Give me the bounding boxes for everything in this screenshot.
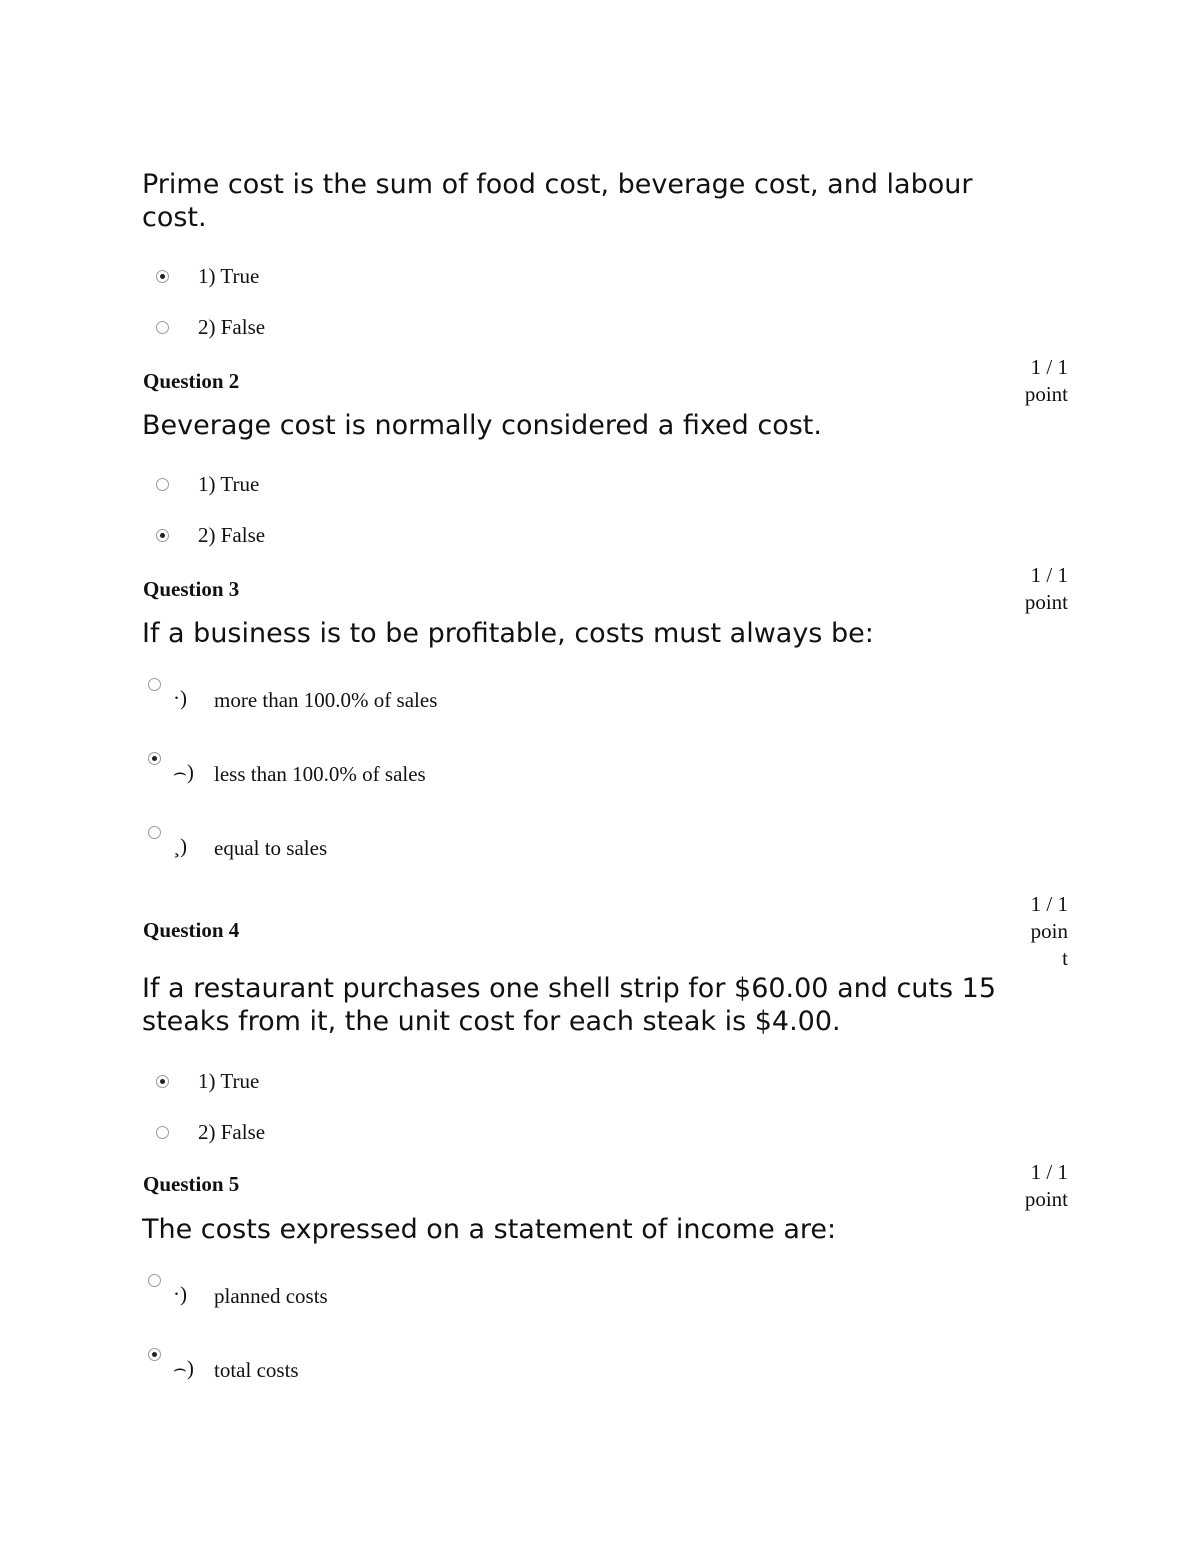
radio-selected-icon[interactable] [148,1348,161,1361]
q1-prompt: Prime cost is the sum of food cost, beverage cost, and labour cost. [142,169,973,233]
q3-option-2-number: ⌢) [173,760,194,784]
q5-prompt: The costs expressed on a statement of income are: [142,1214,837,1245]
q5-option-2-number: ⌢) [173,1356,194,1380]
q5-points-score: 1 / 1 [1030,1160,1068,1184]
q4-points [1000,891,1068,972]
q1-option-false-label: 2) False [198,314,266,339]
q4-option-false[interactable] [156,1119,265,1145]
q3-points [1000,562,1068,616]
q1-option-true[interactable] [156,263,259,289]
q5-heading: Question 5 [143,1172,240,1196]
q5-option-2-label: total costs [214,1358,299,1382]
radio-unselected-icon[interactable] [156,1126,169,1139]
q1-option-false[interactable] [156,314,265,340]
q3-option-3-number: ¸) [173,834,187,858]
q4-option-false-label: 2) False [198,1119,266,1144]
q2-points [1000,354,1068,408]
radio-unselected-icon[interactable] [148,678,161,691]
radio-unselected-icon[interactable] [156,478,169,491]
q3-option-2-label: less than 100.0% of sales [214,762,426,786]
q4-prompt: If a restaurant purchases one shell strip for $60.00 and cuts 15 steaks from it, the unit cost for each steak is $4.00. [142,973,996,1037]
q5-option-2[interactable] [148,1348,648,1408]
q5-option-1[interactable] [148,1274,648,1334]
q4-option-true-label: 1) True [198,1068,260,1093]
q4-heading: Question 4 [143,918,240,942]
q4-points-unit: poin [1030,919,1068,943]
q5-points-unit: point [1024,1187,1068,1211]
q2-option-true[interactable] [156,471,259,497]
radio-unselected-icon[interactable] [156,321,169,334]
q3-prompt: If a business is to be profitable, costs must always be: [142,618,874,649]
q4-option-true[interactable] [156,1068,259,1094]
q4-points-unit-wrap: t [1062,946,1068,970]
radio-selected-icon[interactable] [156,529,169,542]
q1-option-true-label: 1) True [198,263,260,288]
q3-option-1[interactable] [148,678,648,738]
q2-option-false[interactable] [156,522,265,548]
radio-selected-icon[interactable] [156,270,169,283]
q2-heading: Question 2 [143,369,240,393]
q3-heading: Question 3 [143,577,240,601]
radio-selected-icon[interactable] [148,752,161,765]
q5-option-1-number: ·) [173,1282,187,1306]
q5-option-1-label: planned costs [214,1284,328,1308]
radio-unselected-icon[interactable] [148,826,161,839]
q3-option-2[interactable] [148,752,648,812]
q3-option-1-label: more than 100.0% of sales [214,688,438,712]
q4-points-score: 1 / 1 [1030,892,1068,916]
q3-option-1-number: ·) [173,686,187,710]
q2-prompt: Beverage cost is normally considered a fixed cost. [142,410,822,441]
radio-selected-icon[interactable] [156,1075,169,1088]
q3-points-score: 1 / 1 [1030,563,1068,587]
q3-option-3-label: equal to sales [214,836,328,860]
q5-points [1000,1159,1068,1213]
q2-points-unit: point [1024,382,1068,406]
q2-option-true-label: 1) True [198,471,260,496]
q3-points-unit: point [1024,590,1068,614]
q2-points-score: 1 / 1 [1030,355,1068,379]
q2-option-false-label: 2) False [198,522,266,547]
radio-unselected-icon[interactable] [148,1274,161,1287]
q3-option-3[interactable] [148,826,648,886]
